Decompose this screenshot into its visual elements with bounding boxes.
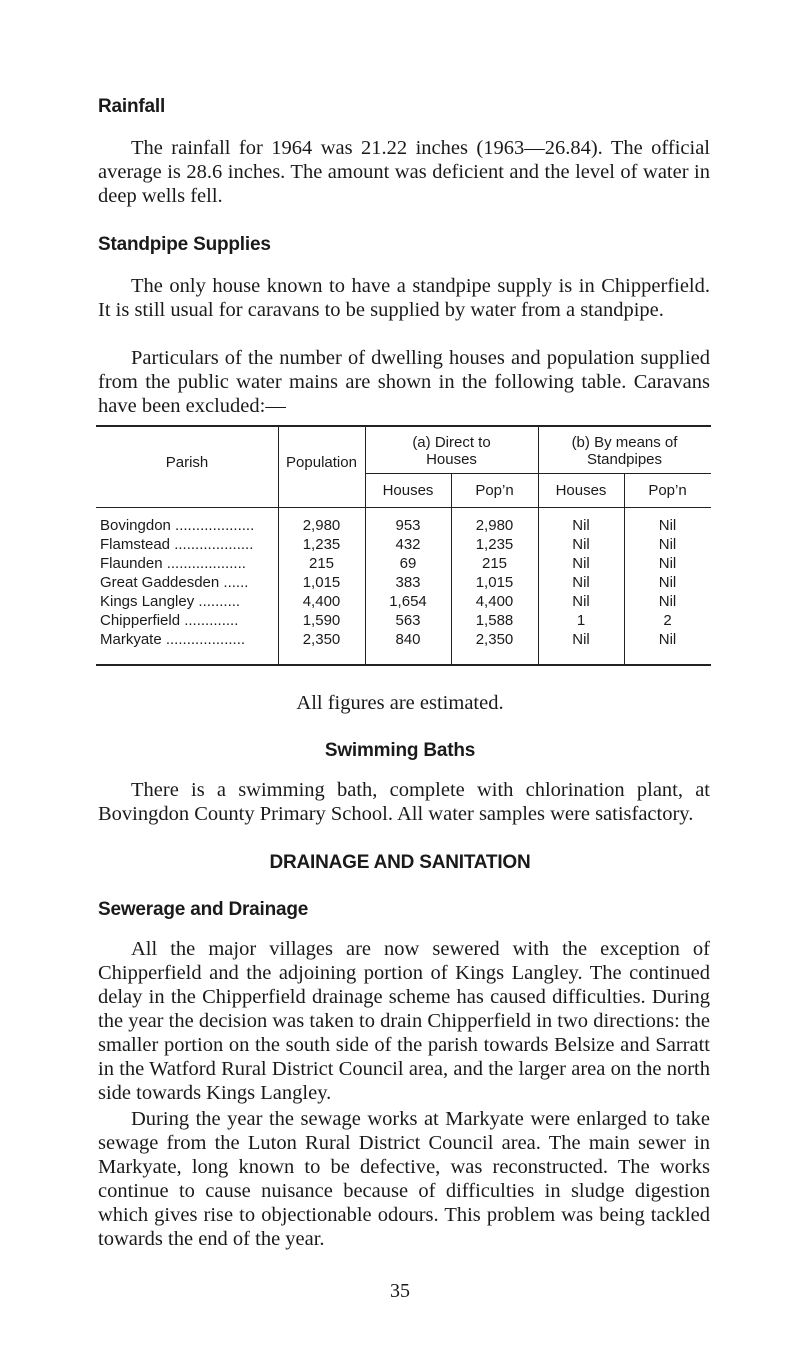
table-cell-parish: Flaunden ...................: [100, 556, 246, 572]
table-cell-parish: Flamstead ...................: [100, 537, 254, 553]
table-header-standpipes-line2: Standpipes: [586, 451, 663, 468]
table-cell-direct-pop: 2,350: [475, 632, 514, 648]
table-cell-stand-pop: Nil: [658, 537, 677, 553]
table-cell-stand-pop: Nil: [658, 518, 677, 534]
table-cell-population: 2,350: [302, 632, 341, 648]
table-header-direct-line1: (a) Direct to: [412, 434, 491, 451]
table-subheader-stand-popn: Pop’n: [648, 482, 687, 499]
table-subheader-direct-houses: Houses: [382, 482, 434, 499]
table-cell-parish: Bovingdon ...................: [100, 518, 255, 534]
table-group-rule-b: [538, 473, 711, 474]
table-cell-direct-pop: 1,015: [475, 575, 514, 591]
table-cell-population: 4,400: [302, 594, 341, 610]
standpipe-text-2: Particulars of the number of dwelling houses and population supplied from the public water mains are shown in the following table. Caravans have been excluded:—: [98, 347, 710, 417]
table-cell-stand-pop: Nil: [658, 632, 677, 648]
table-cell-stand-houses: Nil: [572, 556, 590, 572]
table-header-parish: Parish: [165, 454, 209, 471]
table-cell-stand-houses: 1: [576, 613, 586, 629]
table-header-rule: [96, 507, 711, 508]
table-cell-population: 2,980: [302, 518, 341, 534]
section-title: DRAINAGE AND SANITATION: [269, 852, 531, 873]
rainfall-heading: Rainfall: [98, 96, 166, 117]
table-bottom-rule: [96, 664, 711, 666]
sewerage-heading: Sewerage and Drainage: [98, 899, 309, 920]
swimming-text: There is a swimming bath, complete with chlorination plant, at Bovingdon County Primary School. All water samples were satisfactory.: [98, 779, 710, 825]
table-cell-stand-houses: Nil: [572, 518, 590, 534]
table-cell-parish: Great Gaddesden ......: [100, 575, 249, 591]
table-cell-direct-pop: 4,400: [475, 594, 514, 610]
table-cell-stand-houses: Nil: [572, 632, 590, 648]
standpipe-heading: Standpipe Supplies: [98, 234, 271, 255]
table-cell-direct-houses: 432: [395, 537, 421, 553]
swimming-heading: Swimming Baths: [324, 740, 476, 761]
rainfall-text: The rainfall for 1964 was 21.22 inches (1963—26.84). The official average is 28.6 inches. The amount was deficient and the level of water in deep wells fell.: [98, 137, 710, 207]
table-header-direct-line2: Houses: [426, 451, 477, 468]
standpipe-text-1: The only house known to have a standpipe supply is in Chipperfield. It is still usual for caravans to be supplied by water from a standpipe.: [98, 275, 710, 321]
table-cell-population: 1,590: [302, 613, 341, 629]
table-header-population: Population: [286, 454, 357, 471]
table-cell-direct-pop: 2,980: [475, 518, 514, 534]
table-cell-direct-pop: 1,588: [475, 613, 514, 629]
table-cell-stand-houses: Nil: [572, 594, 590, 610]
table-cell-stand-pop: 2: [663, 613, 672, 629]
page-number: 35: [390, 1280, 410, 1302]
table-cell-stand-pop: Nil: [658, 556, 677, 572]
table-footnote: All figures are estimated.: [296, 692, 504, 714]
table-cell-stand-pop: Nil: [658, 575, 677, 591]
table-header-standpipes-line1: (b) By means of: [571, 434, 678, 451]
table-cell-direct-houses: 953: [395, 518, 421, 534]
table-cell-direct-houses: 563: [395, 613, 421, 629]
table-cell-direct-houses: 840: [395, 632, 421, 648]
table-cell-direct-pop: 215: [481, 556, 508, 572]
table-cell-population: 1,015: [302, 575, 341, 591]
table-cell-direct-houses: 383: [395, 575, 421, 591]
sewerage-text-1: All the major villages are now sewered with the exception of Chipperfield and the adjoining portion of Kings Langley. The continued delay in the Chipperfield drainage scheme has caused difficulties. During the year the decision was taken to drain Chipperfield in two directions: the smaller portion on the south side of the parish towards Belsize and Sarratt in the Watford Rural District Council area, and the larger area on the north side towards Kings Langley.: [98, 938, 710, 1104]
table-subheader-stand-houses: Houses: [555, 482, 607, 499]
table-group-rule-a: [365, 473, 538, 474]
sewerage-text-2: During the year the sewage works at Markyate were enlarged to take sewage from the Luton Rural District Council area. The main sewer in Markyate, long known to be defective, was reconstructed. The works continue to cause nuisance because of difficulties in sludge digestion which gives rise to objectionable odours. This problem was being tackled towards the end of the year.: [98, 1108, 710, 1250]
table-cell-stand-pop: Nil: [658, 594, 677, 610]
table-cell-direct-pop: 1,235: [475, 537, 514, 553]
table-subheader-direct-popn: Pop’n: [475, 482, 514, 499]
table-cell-parish: Kings Langley ..........: [100, 594, 241, 610]
table-cell-population: 215: [308, 556, 335, 572]
table-cell-parish: Markyate ...................: [100, 632, 246, 648]
table-cell-population: 1,235: [302, 537, 341, 553]
table-cell-stand-houses: Nil: [572, 575, 590, 591]
table-top-rule: [96, 425, 711, 427]
table-cell-stand-houses: Nil: [572, 537, 590, 553]
table-cell-parish: Chipperfield .............: [100, 613, 239, 629]
table-cell-direct-houses: 1,654: [389, 594, 427, 610]
table-cell-direct-houses: 69: [399, 556, 417, 572]
